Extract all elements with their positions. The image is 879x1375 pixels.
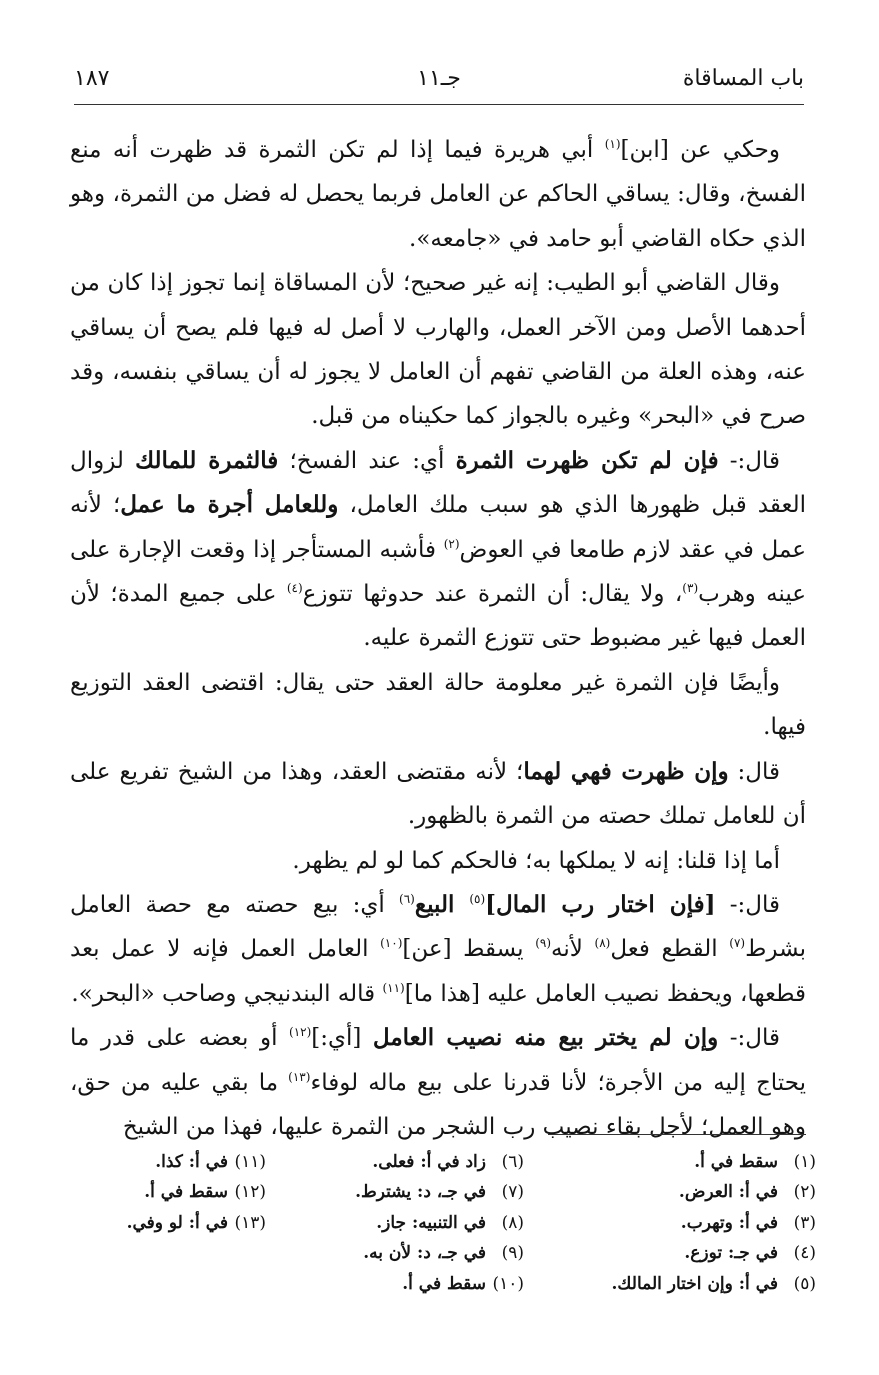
footnote-item: (١)سقط في أ. (694, 1152, 816, 1172)
footnote-item: (١٢)سقط في أ. (144, 1182, 266, 1203)
header-divider (74, 104, 804, 105)
running-header (74, 62, 804, 102)
paragraph: وحكي عن [ابن]$^{(١)}$ أبي هريرة فيما إذا لم تكن الثمرة قد ظهرت أنه منع الفسخ، وقال: يساقي الحاكم عن العامل فربما يحصل له فضل من الثمرة، وهو الذي حكاه القاضي أبو حامد في «جامعه». (70, 137, 806, 252)
footnote-ref[interactable]: (٥) (469, 891, 486, 906)
matn-text: وإن ظهرت فهي لهما (523, 757, 729, 785)
footnote-ref[interactable]: (٨) (594, 936, 611, 951)
footnote-ref[interactable]: (٤) (286, 581, 303, 596)
footnote-ref[interactable]: (١٢) (289, 1025, 312, 1040)
footnote-ref[interactable]: (١١) (382, 980, 405, 995)
chapter-title: باب المساقاة (682, 66, 804, 91)
footnote-item: (٤)في جـ: توزع. (684, 1243, 816, 1264)
matn-text: فإن لم تكن ظهرت الثمرة (455, 446, 719, 474)
footnote-item: (٨)في التنبيه: جاز. (376, 1212, 524, 1233)
footnote-item: (٩)في جـ، د: لأن به. (363, 1243, 524, 1264)
footnote-item: (١٠)سقط في أ. (402, 1273, 524, 1294)
matn-text: [فإن اختار رب المال] (485, 890, 716, 918)
footnote-item: (٥)في أ: وإن اختار المالك. (611, 1273, 816, 1294)
matn-text: وللعامل أجرة ما عمل (120, 491, 339, 519)
footnote-ref[interactable]: (١٠) (380, 936, 403, 951)
paragraph: قال:- [فإن اختار رب المال]$^{(٥)}$ البيع$^{(٦)}$ أي: بيع حصته مع حصة العامل بشرط$^{(٧)}$ القطع فعل$^{(٨)}$ لأنه$^{(٩)}$ يسقط [عن]$^{(١٠)}$ العامل العمل فإنه لا عمل بعد قطعها، ويحفظ نصيب العامل عليه [هذا ما]$^{(١١)}$ قاله البندنيجي وصاحب «البحر». (70, 890, 806, 1007)
footnote-ref[interactable]: (١) (604, 137, 621, 151)
volume-label: جـ١١ (417, 66, 461, 91)
paragraph: وقال القاضي أبو الطيب: إنه غير صحيح؛ لأن المساقاة إنما تجوز إذا كان من أحدهما الأصل ومن الآخر العمل، والهارب لا أصل له فيها فلم يصح أن يساقي عنه، وهذه العلة من القاضي تفهم أن العامل لا يجوز له أن يساقي بنفسه، وقد صرح في «البحر» وغيره بالجواز كما حكيناه من قبل. (70, 270, 806, 430)
footnote-ref[interactable]: (٧) (729, 936, 746, 951)
footnote-ref[interactable]: (٢) (443, 536, 460, 551)
footnote-item: (٧)في جـ، د: يشترط. (355, 1182, 524, 1203)
main-text (70, 128, 806, 1149)
footnote-column (60, 1147, 266, 1238)
footnote-item: (٦)زاد في أ: فعلى. (372, 1152, 524, 1172)
footnote-item: (١٣)في أ: لو وفي. (126, 1212, 266, 1233)
paragraph: قال:- وإن لم يختر بيع منه نصيب العامل [أي:]$^{(١٢)}$ أو بعضه على قدر ما يحتاج إليه من الأجرة؛ لأنا قدرنا على بيع ماله لوفاء$^{(١٣)}$ ما بقي عليه من حق، وهو العمل؛ لأجل بقاء نصيب رب الشجر من الثمرة عليها، فهذا من الشيخ (70, 1024, 806, 1140)
footnote-divider (548, 1134, 806, 1135)
paragraph: وأيضًا فإن الثمرة غير معلومة حالة العقد حتى يقال: اقتضى العقد التوزيع فيها. (70, 669, 806, 741)
page-number: ١٨٧ (74, 66, 110, 91)
matn-text: وإن لم يختر بيع منه نصيب العامل (372, 1024, 719, 1052)
footnote-ref[interactable]: (٦) (399, 891, 415, 906)
footnote-column (304, 1147, 524, 1299)
footnote-ref[interactable]: (٩) (535, 936, 552, 951)
paragraph: قال:- فإن لم تكن ظهرت الثمرة أي: عند الفسخ؛ فالثمرة للمالك لزوال العقد قبل ظهورها الذي هو سبب ملك العامل، وللعامل أجرة ما عمل؛ لأنه عمل في عقد لازم طامعا في العوض$^{(٢)}$ فأشبه المستأجر إذا وقعت الإجارة على عينه وهرب$^{(٣)}$، ولا يقال: أن الثمرة عند حدوثها تتوزع$^{(٤)}$ على جميع المدة؛ لأن العمل فيها غير مضبوط حتى تتوزع الثمرة عليه. (70, 446, 807, 652)
paragraph: قال: وإن ظهرت فهي لهما؛ لأنه مقتضى العقد، وهذا من الشيخ تفريع على أن للعامل تملك حصته من الثمرة بالظهور. (70, 757, 806, 830)
footnote-ref[interactable]: (١٣) (288, 1069, 311, 1084)
matn-text: البيع (414, 890, 470, 918)
footnote-item: (٢)في أ: العرض. (678, 1182, 816, 1203)
footnote-item: (٣)في أ: وتهرب. (680, 1212, 816, 1233)
paragraph: أما إذا قلنا: إنه لا يملكها به؛ فالحكم كما لو لم يظهر. (292, 847, 780, 874)
footnote-item: (١١)في أ: كذا. (155, 1152, 266, 1172)
matn-text: فالثمرة للمالك (135, 446, 279, 474)
footnote-column (566, 1147, 816, 1299)
footnote-ref[interactable]: (٣) (682, 581, 699, 596)
